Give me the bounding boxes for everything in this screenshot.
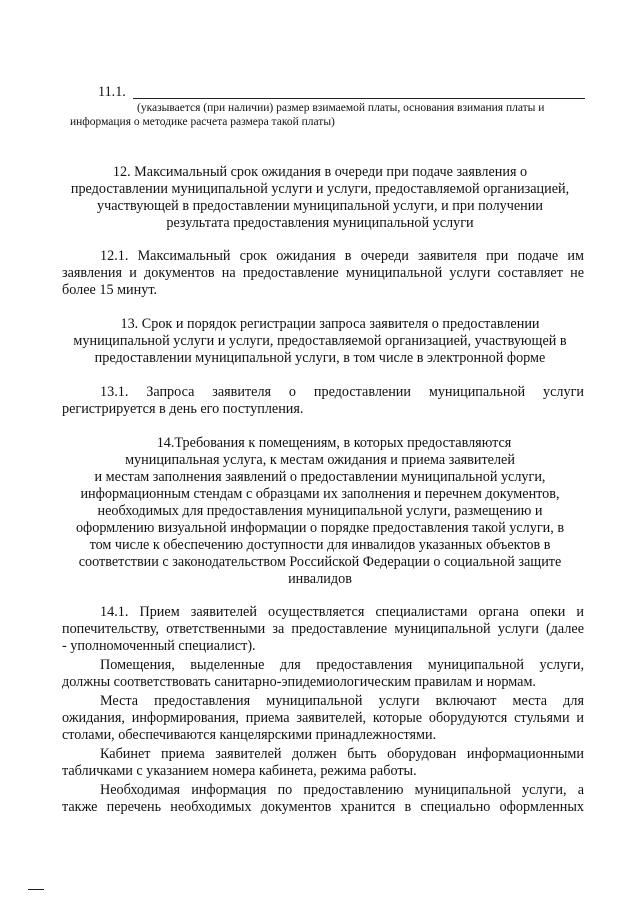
item-number-11-1: 11.1. (98, 84, 126, 100)
section-14-heading-line: инвалидов (288, 571, 352, 587)
section-14-heading-line: оформлению визуальной информации о порядке предоставления такой услуги, в (75, 520, 565, 536)
paragraph-12-1-line: более 15 минут. (62, 282, 158, 298)
section-14-heading-line: и местам заполнения заявлений о предоставлении муниципальной услуги, (94, 469, 546, 485)
footnote-separator (28, 889, 44, 890)
fill-in-note-line-1: (указывается (при наличии) размер взимаемой платы, основания взимания платы и (137, 102, 545, 114)
paragraph-places-line: ожидания, информирования, приема заявителей, которые оборудуются стульями и (62, 710, 584, 726)
section-14-heading-line: том числе к обеспечению доступности для инвалидов указанных объектов в (89, 537, 551, 553)
paragraph-office-line: табличками с указанием номера кабинета, режима работы. (62, 763, 417, 779)
paragraph-12-1-line: заявления и документов на предоставление муниципальной услуги составляет не (62, 265, 584, 281)
paragraph-13-1-line: 13.1. Запроса заявителя о предоставлении муниципальной услуги (100, 384, 584, 400)
section-12-heading-line: участвующей в предоставлении муниципальной услуги, и при получении (97, 198, 543, 214)
paragraph-premises-line: должны соответствовать санитарно-эпидемиологическим правилам и нормам. (62, 674, 536, 690)
fill-in-note-line-2: информация о методике расчета размера такой платы) (70, 116, 335, 128)
paragraph-14-1-line: 14.1. Прием заявителей осуществляется специалистами органа опеки и (100, 604, 584, 620)
paragraph-info-line: Необходимая информация по предоставлению муниципальной услуги, а (100, 782, 584, 798)
section-12-heading-line: 12. Максимальный срок ожидания в очереди при подаче заявления о (112, 164, 528, 180)
paragraph-info-line: также перечень необходимых документов хранится в специально оформленных (62, 799, 584, 815)
section-14-heading-line: необходимых для предоставления муниципальной услуги, размещению и (97, 503, 543, 519)
paragraph-14-1-line: - уполномоченный специалист). (62, 638, 256, 654)
section-14-heading-line: муниципальная услуга, к местам ожидания и приема заявителей (125, 452, 515, 468)
section-12-heading-line: предоставлении муниципальной услуги и услуги, предоставляемой организацией, (70, 181, 570, 197)
paragraph-office-line: Кабинет приема заявителей должен быть оборудован информационными (100, 746, 584, 762)
section-14-heading-line: 14.Требования к помещениям, в которых предоставляются (156, 435, 512, 451)
paragraph-12-1-line: 12.1. Максимальный срок ожидания в очереди заявителя при подаче им (100, 248, 584, 264)
section-14-heading-line: соответствии с законодательством Российской Федерации о социальной защите (78, 554, 562, 570)
section-13-heading-line: 13. Срок и порядок регистрации запроса заявителя о предоставлении (120, 316, 540, 332)
section-14-heading-line: информационным стендам с образцами их заполнения и перечнем документов, (80, 486, 560, 502)
paragraph-places-line: столами, обеспечиваются канцелярскими принадлежностями. (62, 727, 437, 743)
section-13-heading-line: предоставлении муниципальной услуги, в том числе в электронной форме (94, 350, 546, 366)
section-12-heading-line: результата предоставления муниципальной услуги (166, 215, 474, 231)
paragraph-premises-line: Помещения, выделенные для предоставления муниципальной услуги, (100, 657, 584, 673)
fill-in-line (133, 98, 585, 99)
paragraph-places-line: Места предоставления муниципальной услуги включают места для (100, 693, 584, 709)
paragraph-13-1-line: регистрируется в день его поступления. (62, 401, 304, 417)
section-13-heading-line: муниципальной услуги и услуги, предоставляемой организацией, участвующей в (73, 333, 567, 349)
paragraph-14-1-line: попечительству, ответственными за предоставление муниципальной услуги (далее (62, 621, 584, 637)
